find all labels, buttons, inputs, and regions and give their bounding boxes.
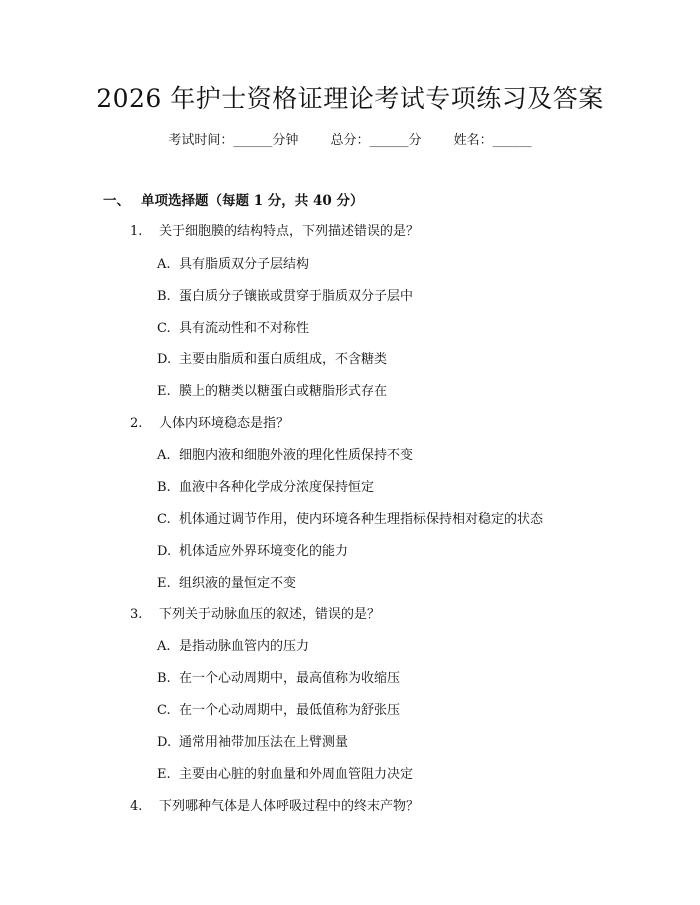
- question-number: 1.: [130, 224, 143, 239]
- option-text: 组织液的量恒定不变: [179, 576, 297, 591]
- option-2d: [157, 542, 348, 562]
- option-2c: [157, 510, 543, 530]
- option-letter: D.: [157, 352, 172, 367]
- option-text: 在一个心动周期中，最低值称为舒张压: [179, 703, 401, 718]
- section-number: 一、: [103, 193, 130, 209]
- total-score-field: 总分：______分: [330, 133, 422, 148]
- option-letter: C.: [157, 703, 171, 718]
- option-text: 通常用袖带加压法在上臂测量: [179, 735, 349, 750]
- option-letter: E.: [157, 384, 171, 399]
- option-letter: A.: [157, 639, 171, 654]
- option-text: 在一个心动周期中，最高值称为收缩压: [179, 671, 401, 686]
- question-number: 2.: [130, 416, 143, 431]
- option-1b: [157, 287, 413, 307]
- question-text: 下列关于动脉血压的叙述，错误的是？: [159, 607, 381, 622]
- option-letter: B.: [157, 671, 171, 686]
- option-3b: [157, 669, 400, 689]
- option-letter: E.: [157, 576, 171, 591]
- option-text: 机体适应外界环境变化的能力: [179, 544, 349, 559]
- question-text: 下列哪种气体是人体呼吸过程中的终末产物？: [159, 799, 420, 814]
- option-1c: [157, 319, 309, 339]
- option-2e: [157, 574, 296, 594]
- option-letter: A.: [157, 257, 171, 272]
- option-2a: [157, 446, 413, 466]
- question-1: [130, 222, 419, 242]
- option-letter: D.: [157, 544, 172, 559]
- option-3a: [157, 637, 309, 657]
- option-letter: B.: [157, 289, 171, 304]
- option-letter: A.: [157, 448, 171, 463]
- section-title: 单项选择题（每题 1 分，共 40 分）: [141, 193, 364, 209]
- option-1d: [157, 350, 387, 370]
- option-letter: C.: [157, 321, 171, 336]
- question-2: [130, 414, 289, 434]
- option-text: 主要由心脏的射血量和外周血管阻力决定: [179, 767, 414, 782]
- question-text: 人体内环境稳态是指？: [159, 416, 290, 431]
- option-text: 血液中各种化学成分浓度保持恒定: [179, 480, 375, 495]
- option-letter: B.: [157, 480, 171, 495]
- option-1a: [157, 255, 309, 275]
- document-title: 2026 年护士资格证理论考试专项练习及答案: [96, 84, 604, 113]
- question-number: 4.: [130, 799, 143, 814]
- option-3c: [157, 701, 400, 721]
- option-2b: [157, 478, 374, 498]
- option-text: 细胞内液和细胞外液的理化性质保持不变: [179, 448, 414, 463]
- option-text: 是指动脉血管内的压力: [179, 639, 310, 654]
- option-text: 具有流动性和不对称性: [179, 321, 310, 336]
- option-3e: [157, 765, 413, 785]
- question-text: 关于细胞膜的结构特点，下列描述错误的是？: [159, 224, 420, 239]
- option-text: 膜上的糖类以糖蛋白或糖脂形式存在: [179, 384, 388, 399]
- option-text: 主要由脂质和蛋白质组成，不含糖类: [179, 352, 388, 367]
- section-heading: [103, 191, 363, 211]
- option-letter: E.: [157, 767, 171, 782]
- student-name-field: 姓名：______: [453, 133, 532, 148]
- question-number: 3.: [130, 607, 143, 622]
- option-1e: [157, 382, 387, 402]
- exam-info-line: [0, 132, 700, 150]
- option-letter: C.: [157, 512, 171, 527]
- option-letter: D.: [157, 735, 172, 750]
- exam-time-field: 考试时间：______分钟: [168, 133, 299, 148]
- option-text: 蛋白质分子镶嵌或贯穿于脂质双分子层中: [179, 289, 414, 304]
- question-4: [130, 797, 419, 817]
- option-3d: [157, 733, 348, 753]
- option-text: 机体通过调节作用，使内环境各种生理指标保持相对稳定的状态: [179, 512, 544, 527]
- option-text: 具有脂质双分子层结构: [179, 257, 310, 272]
- question-3: [130, 605, 380, 625]
